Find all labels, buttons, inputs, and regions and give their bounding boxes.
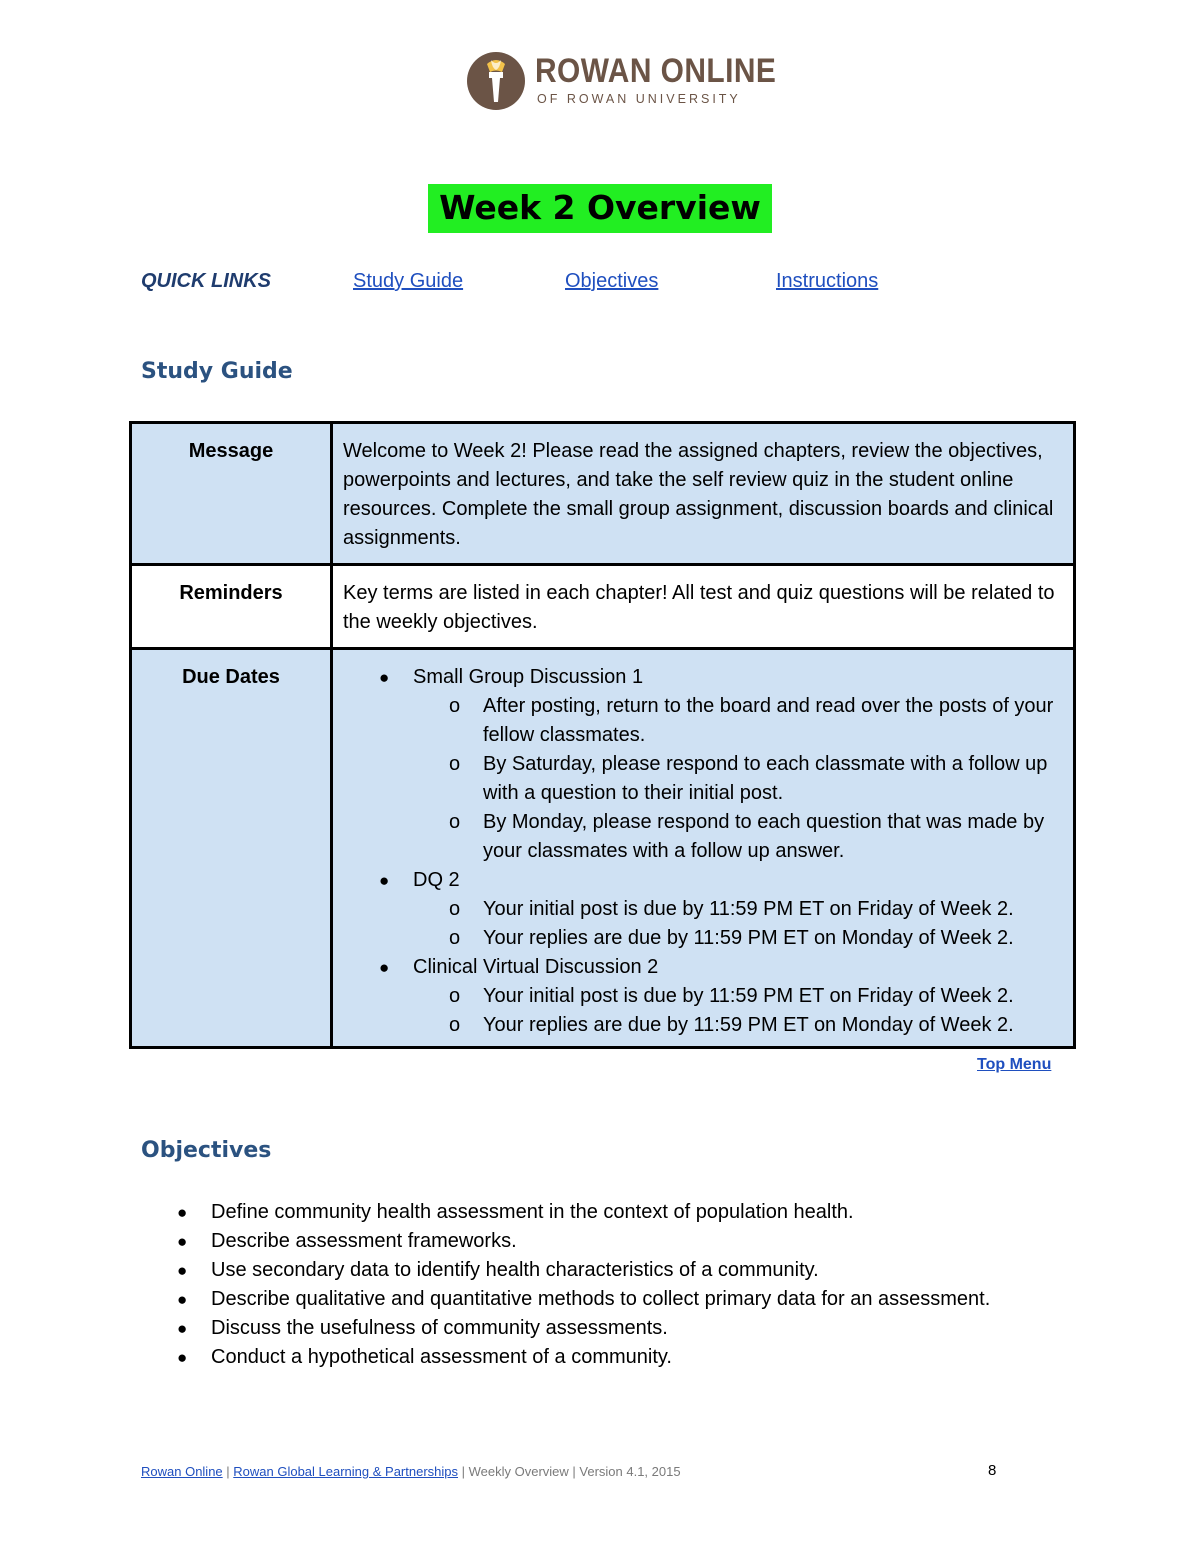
list-item: o Your replies are due by 11:59 PM ET on Monday of Week 2. (413, 924, 1061, 953)
sub-list (413, 692, 1061, 866)
quick-links-bar (0, 270, 1200, 300)
row-label: Message (131, 423, 332, 565)
page-title: Week 2 Overview (428, 184, 772, 233)
list-item: o By Saturday, please respond to each classmate with a follow up with a question to their initial post. (413, 750, 1061, 808)
page-number: 8 (988, 1462, 997, 1479)
list-item: ● DQ 2 o Your initial post is due by 11:59 PM ET on Friday of Week 2. o Your replies are due by 11:59 PM ET on Monday of Week 2. (343, 866, 1061, 953)
row-label: Reminders (131, 565, 332, 649)
bullet-icon: ● (177, 1290, 188, 1309)
footer-link-rowan-online[interactable]: Rowan Online (141, 1464, 223, 1479)
table-row-reminders (131, 565, 1075, 649)
bullet-icon: ● (177, 1232, 188, 1251)
link-study-guide[interactable]: Study Guide (353, 270, 464, 292)
table-row-message (131, 423, 1075, 565)
list-item: ● Discuss the usefulness of community assessments. (141, 1314, 990, 1343)
list-item: o Your replies are due by 11:59 PM ET on Monday of Week 2. (413, 1011, 1061, 1040)
sub-list (413, 982, 1061, 1040)
row-label: Due Dates (131, 649, 332, 1048)
link-objectives[interactable]: Objectives (565, 270, 659, 292)
list-item: o Your initial post is due by 11:59 PM ET on Friday of Week 2. (413, 982, 1061, 1011)
list-item: ● Small Group Discussion 1 o After posting, return to the board and read over the posts of your fellow classmates. o By Saturday, please respond to each classmate with a follow up with a question to their initial post. o By Monday, please respond to each question that was made by your classmates with a follow up answer. (343, 663, 1061, 866)
objectives-list (141, 1198, 990, 1372)
objectives-heading: Objectives (141, 1138, 272, 1163)
bullet-icon: ● (379, 871, 390, 890)
hollow-bullet-icon: o (449, 1014, 461, 1036)
row-content: Key terms are listed in each chapter! All test and quiz questions will be related to the weekly objectives. (332, 565, 1075, 649)
list-item: ● Describe assessment frameworks. (141, 1227, 990, 1256)
study-guide-table (129, 421, 1076, 1049)
bullet-icon: ● (177, 1203, 188, 1222)
bullet-icon: ● (177, 1348, 188, 1367)
quick-links-heading: QUICK LINKS (141, 270, 271, 292)
bullet-icon: ● (177, 1319, 188, 1338)
hollow-bullet-icon: o (449, 753, 461, 775)
hollow-bullet-icon: o (449, 927, 461, 949)
hollow-bullet-icon: o (449, 985, 461, 1007)
list-item: o By Monday, please respond to each question that was made by your classmates with a follow up answer. (413, 808, 1061, 866)
list-item: ● Conduct a hypothetical assessment of a community. (141, 1343, 990, 1372)
list-item: o After posting, return to the board and read over the posts of your fellow classmates. (413, 692, 1061, 750)
rowan-online-logo (467, 52, 777, 114)
study-guide-heading: Study Guide (141, 359, 293, 384)
logo-name: ROWAN ONLINE (535, 52, 777, 90)
list-item: ● Use secondary data to identify health characteristics of a community. (141, 1256, 990, 1285)
bullet-icon: ● (177, 1261, 188, 1280)
hollow-bullet-icon: o (449, 811, 461, 833)
logo-subtitle: OF ROWAN UNIVERSITY (537, 92, 741, 106)
due-dates-content (332, 649, 1075, 1048)
row-content: Welcome to Week 2! Please read the assigned chapters, review the objectives, powerpoints and lectures, and take the self review quiz in the student online resources. Complete the small group assignment, discussion boards and clinical assignments. (332, 423, 1075, 565)
hollow-bullet-icon: o (449, 695, 461, 717)
sub-list (413, 895, 1061, 953)
top-menu-link[interactable]: Top Menu (977, 1056, 1052, 1073)
list-item: ● Clinical Virtual Discussion 2 o Your initial post is due by 11:59 PM ET on Friday of Week 2. o Your replies are due by 11:59 PM ET on Monday of Week 2. (343, 953, 1061, 1040)
list-item: ● Define community health assessment in the context of population health. (141, 1198, 990, 1227)
bullet-icon: ● (379, 958, 390, 977)
hollow-bullet-icon: o (449, 898, 461, 920)
list-item: ● Describe qualitative and quantitative methods to collect primary data for an assessment. (141, 1285, 990, 1314)
bullet-icon: ● (379, 668, 390, 687)
table-row-due-dates (131, 649, 1075, 1048)
page-footer: Rowan Online | Rowan Global Learning & Partnerships | Weekly Overview | Version 4.1, 2015 (141, 1464, 681, 1479)
footer-text: | Weekly Overview | Version 4.1, 2015 (458, 1464, 681, 1479)
due-dates-list (343, 663, 1061, 1040)
link-instructions[interactable]: Instructions (776, 270, 879, 292)
list-item: o Your initial post is due by 11:59 PM ET on Friday of Week 2. (413, 895, 1061, 924)
torch-icon (467, 52, 525, 110)
footer-link-global-learning[interactable]: Rowan Global Learning & Partnerships (233, 1464, 459, 1479)
